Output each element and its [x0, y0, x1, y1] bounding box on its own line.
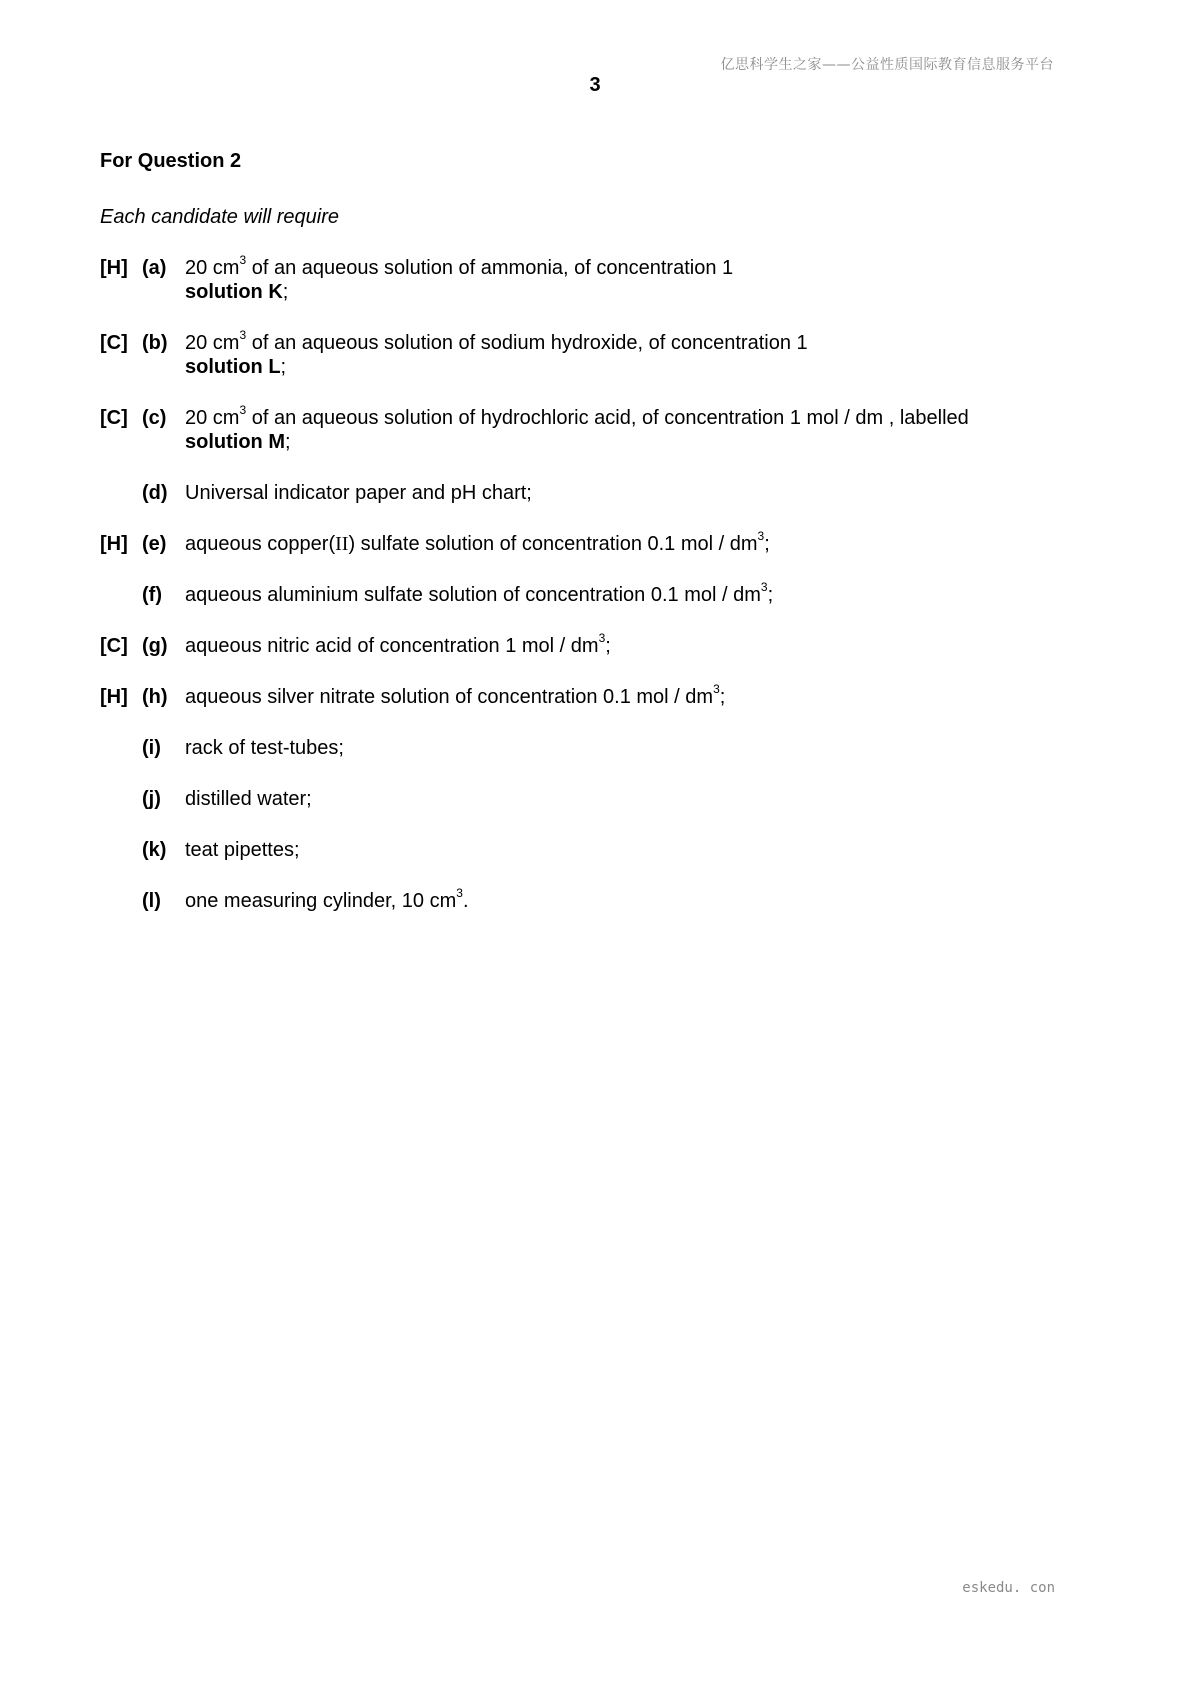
- item-text: [185, 529, 1060, 556]
- superscript: 3: [456, 886, 463, 901]
- item-text: [185, 682, 1060, 709]
- item-text-part: of an aqueous solution of ammonia, of concentration 1: [246, 257, 734, 279]
- list-item: [100, 403, 1060, 454]
- item-text-part: 20 cm: [185, 257, 240, 279]
- superscript: 3: [239, 403, 247, 418]
- list-item: [100, 328, 1060, 379]
- item-letter: (f): [142, 584, 162, 606]
- item-text-part: ;: [282, 281, 289, 303]
- item-letter: (e): [142, 533, 167, 555]
- item-text-part: 20 cm: [185, 332, 240, 354]
- item-text: [185, 253, 1060, 304]
- item-letter: (h): [142, 686, 168, 708]
- item-text-part: ;: [719, 686, 726, 708]
- item-letter: (j): [142, 788, 161, 810]
- item-tag: [C]: [100, 407, 128, 429]
- item-tag: [C]: [100, 332, 128, 354]
- page-number: 3: [589, 74, 601, 96]
- item-letter: (l): [142, 890, 161, 912]
- item-letter: (c): [142, 407, 167, 429]
- item-line2: [185, 355, 1060, 379]
- item-line2: [185, 430, 1060, 454]
- item-text: [185, 886, 1060, 913]
- superscript: 3: [713, 682, 720, 697]
- list-item: [100, 838, 1060, 862]
- item-text-part: .: [462, 890, 469, 912]
- solution-label: solution K: [185, 281, 283, 303]
- item-text-part: ;: [767, 584, 774, 606]
- item-text-part: aqueous aluminium sulfate solution of concentration 0.1 mol / dm: [185, 584, 761, 606]
- item-text-part: ;: [280, 356, 287, 378]
- item-tag: [H]: [100, 533, 128, 555]
- list-item: [100, 631, 1060, 658]
- watermark-header: 亿思科学生之家——公益性质国际教育信息服务平台: [720, 57, 1054, 73]
- item-text-part: aqueous nitric acid of concentration 1 mol / dm: [185, 635, 599, 657]
- item-text-part: ;: [605, 635, 611, 657]
- requirements-list: [100, 253, 1060, 940]
- superscript: 3: [239, 328, 247, 343]
- roman-numeral: II: [335, 533, 349, 555]
- item-letter: (a): [142, 257, 167, 279]
- item-text: teat pipettes;: [185, 839, 300, 861]
- item-text: [185, 403, 1060, 454]
- item-letter: (i): [142, 737, 161, 759]
- list-item: [100, 529, 1060, 556]
- list-item: [100, 736, 1060, 760]
- list-item: [100, 787, 1060, 811]
- item-text-part: aqueous copper(: [185, 533, 336, 555]
- item-letter: (k): [142, 839, 167, 861]
- item-text-part: one measuring cylinder, 10 cm: [185, 890, 457, 912]
- solution-label: solution L: [185, 356, 281, 378]
- section-subheading: Each candidate will require: [100, 206, 340, 228]
- item-letter: (g): [142, 635, 168, 657]
- item-text-part: of an aqueous solution of hydrochloric acid, of concentration 1 mol / dm , labelled: [246, 407, 969, 429]
- item-text: distilled water;: [185, 788, 312, 810]
- item-line2: [185, 280, 1060, 304]
- item-tag: [C]: [100, 635, 128, 657]
- solution-label: solution M: [185, 431, 285, 453]
- item-letter: (b): [142, 332, 168, 354]
- item-tag: [H]: [100, 257, 128, 279]
- superscript: 3: [239, 253, 247, 268]
- item-text-part: ) sulfate solution of concentration 0.1 mol / dm: [348, 533, 758, 555]
- item-text: [185, 631, 1060, 658]
- list-item: [100, 481, 1060, 505]
- section-heading: For Question 2: [100, 150, 242, 172]
- item-text: Universal indicator paper and pH chart;: [185, 482, 532, 504]
- item-text: [185, 328, 1060, 379]
- item-text-part: ;: [284, 431, 291, 453]
- watermark-footer: eskedu. con: [962, 1580, 1055, 1596]
- superscript: 3: [757, 529, 765, 544]
- item-text-part: 20 cm: [185, 407, 240, 429]
- list-item: [100, 580, 1060, 607]
- list-item: [100, 886, 1060, 913]
- list-item: [100, 682, 1060, 709]
- item-text: [185, 580, 1060, 607]
- item-text-part: ;: [764, 533, 770, 555]
- superscript: 3: [760, 580, 768, 595]
- list-item: [100, 253, 1060, 304]
- item-text-part: of an aqueous solution of sodium hydroxide, of concentration 1: [246, 332, 808, 354]
- item-text-part: aqueous silver nitrate solution of concentration 0.1 mol / dm: [185, 686, 714, 708]
- item-tag: [H]: [100, 686, 128, 708]
- item-text: rack of test-tubes;: [185, 737, 344, 759]
- superscript: 3: [598, 631, 606, 646]
- item-letter: (d): [142, 482, 168, 504]
